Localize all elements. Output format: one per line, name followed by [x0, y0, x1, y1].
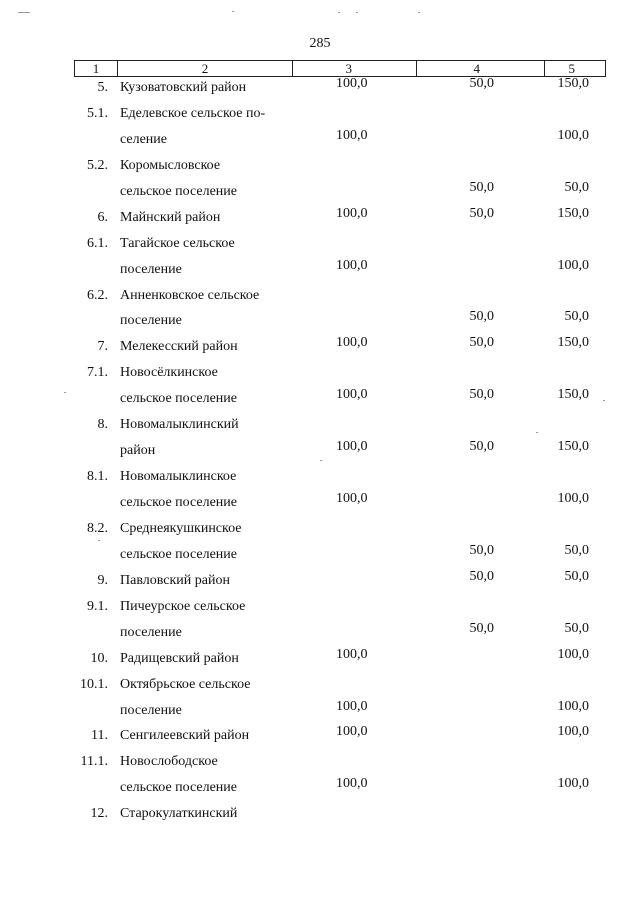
scan-speck — [18, 12, 30, 13]
table-row — [0, 361, 640, 387]
table-row — [0, 128, 640, 154]
value-col-4: 50,0 — [469, 205, 494, 221]
table-row — [0, 206, 640, 232]
header-cell-5: 5 — [568, 61, 575, 76]
table-body — [0, 76, 640, 828]
row-number: 10.1. — [80, 676, 108, 692]
value-col-3: 100,0 — [336, 698, 368, 714]
row-number: 6.1. — [87, 235, 108, 251]
row-name: Старокулаткинский — [120, 806, 238, 822]
table-row — [0, 802, 640, 828]
table-row — [0, 232, 640, 258]
header-cell-4: 4 — [417, 61, 545, 76]
value-col-5: 100,0 — [557, 698, 589, 714]
scan-speck — [64, 392, 66, 393]
value-col-4: 50,0 — [469, 542, 494, 558]
value-col-4: 50,0 — [469, 620, 494, 636]
row-name: Октябрьское сельское — [120, 676, 251, 692]
row-name: Среднеякушкинское — [120, 520, 242, 536]
value-col-5: 100,0 — [557, 724, 589, 740]
table-row — [0, 387, 640, 413]
value-col-3: 100,0 — [336, 646, 368, 662]
value-col-4: 50,0 — [469, 335, 494, 351]
table-row — [0, 465, 640, 491]
scan-speck — [338, 12, 340, 13]
scan-speck — [418, 12, 420, 13]
row-name: Анненковское сельское — [120, 287, 260, 303]
value-col-3: 100,0 — [336, 127, 368, 143]
row-number: 8. — [97, 417, 108, 433]
row-number: 6.2. — [87, 287, 108, 303]
row-name: Сенгилеевский район — [120, 728, 250, 744]
value-col-4: 50,0 — [469, 76, 494, 91]
row-name: Павловский район — [120, 572, 230, 588]
row-name: Кузоватовский район — [120, 80, 247, 95]
table-row — [0, 699, 640, 725]
value-col-5: 150,0 — [557, 439, 589, 455]
value-col-5: 150,0 — [557, 205, 589, 221]
value-col-3: 100,0 — [336, 439, 368, 455]
row-number: 5. — [97, 80, 108, 95]
value-col-5: 100,0 — [557, 776, 589, 792]
row-name: Коромысловское — [120, 157, 221, 173]
row-number: 8.1. — [87, 469, 108, 485]
row-number: 7.1. — [87, 365, 108, 381]
row-number: 11.1. — [80, 754, 108, 770]
row-name: район — [120, 443, 156, 459]
row-name: поселение — [120, 261, 182, 277]
row-name: Новосёлкинское — [120, 365, 218, 381]
row-name: Новослободское — [120, 754, 218, 770]
table-row — [0, 750, 640, 776]
table-row — [0, 439, 640, 465]
scan-speck — [232, 11, 234, 12]
table-row — [0, 569, 640, 595]
value-col-3: 100,0 — [336, 257, 368, 273]
table-row — [0, 309, 640, 335]
row-name: поселение — [120, 313, 182, 329]
row-number: 12. — [90, 806, 108, 822]
row-name: сельское поселение — [120, 780, 237, 796]
value-col-3: 100,0 — [336, 724, 368, 740]
row-name: Мелекесский район — [120, 339, 238, 355]
value-col-4: 50,0 — [469, 179, 494, 195]
table-row — [0, 673, 640, 699]
row-name: Новомалыклинское — [120, 469, 237, 485]
table-row — [0, 154, 640, 180]
row-name: Радищевский район — [120, 650, 239, 666]
row-name: Майнский район — [120, 209, 221, 225]
value-col-5: 50,0 — [564, 620, 589, 636]
row-number: 9.1. — [87, 598, 108, 614]
value-col-5: 150,0 — [557, 76, 589, 91]
value-col-5: 50,0 — [564, 179, 589, 195]
scan-speck — [98, 540, 100, 541]
row-name: Еделевское сельское по- — [120, 105, 266, 121]
value-col-3: 100,0 — [336, 387, 368, 403]
value-col-4: 50,0 — [469, 439, 494, 455]
value-col-5: 50,0 — [564, 568, 589, 584]
scan-speck — [356, 12, 358, 13]
value-col-5: 100,0 — [557, 646, 589, 662]
table-row — [0, 491, 640, 517]
value-col-4: 50,0 — [469, 568, 494, 584]
row-name: сельское поселение — [120, 495, 237, 510]
row-name: Тагайское сельское — [120, 235, 235, 251]
table-row — [0, 258, 640, 284]
row-number: 11. — [91, 728, 108, 744]
row-name: сельское поселение — [120, 546, 237, 562]
row-number: 10. — [90, 650, 108, 666]
row-number: 6. — [97, 209, 108, 225]
value-col-3: 100,0 — [336, 491, 368, 506]
value-col-3: 100,0 — [336, 205, 368, 221]
table-row — [0, 413, 640, 439]
table-row — [0, 647, 640, 673]
table-row — [0, 76, 640, 102]
row-number: 5.2. — [87, 157, 108, 173]
value-col-4: 50,0 — [469, 387, 494, 403]
table-row — [0, 776, 640, 802]
value-col-3: 100,0 — [336, 76, 368, 91]
row-number: 7. — [97, 339, 108, 355]
value-col-5: 50,0 — [564, 309, 589, 325]
table-row — [0, 517, 640, 543]
header-cell-2: 2 — [118, 61, 293, 76]
value-col-5: 100,0 — [557, 127, 589, 143]
row-name: поселение — [120, 702, 182, 718]
value-col-4: 50,0 — [469, 309, 494, 325]
row-number: 5.1. — [87, 105, 108, 121]
table-row — [0, 102, 640, 128]
scan-speck — [320, 460, 322, 461]
table-header-row — [74, 60, 606, 77]
page-number: 285 — [309, 36, 331, 51]
row-name: поселение — [120, 624, 182, 640]
table-row — [0, 621, 640, 647]
value-col-5: 150,0 — [557, 335, 589, 351]
value-col-5: 100,0 — [557, 257, 589, 273]
row-name: сельское поселение — [120, 183, 237, 199]
table-row — [0, 595, 640, 621]
scan-speck — [603, 400, 605, 401]
row-name: Пичеурское сельское — [120, 598, 246, 614]
header-cell-3: 3 — [293, 61, 417, 76]
value-col-3: 100,0 — [336, 776, 368, 792]
row-number: 8.2. — [87, 520, 108, 536]
value-col-5: 100,0 — [557, 491, 589, 506]
value-col-3: 100,0 — [336, 335, 368, 351]
table-row — [0, 724, 640, 750]
table-row — [0, 335, 640, 361]
table-row — [0, 543, 640, 569]
table-row — [0, 180, 640, 206]
header-cell-1: 1 — [75, 61, 118, 76]
value-col-5: 50,0 — [564, 542, 589, 558]
table-row — [0, 284, 640, 310]
row-name: Новомалыклинский — [120, 417, 239, 433]
value-col-5: 150,0 — [557, 387, 589, 403]
row-number: 9. — [97, 572, 108, 588]
row-name: сельское поселение — [120, 391, 237, 407]
scan-speck — [536, 432, 538, 433]
row-name: селение — [120, 131, 167, 147]
